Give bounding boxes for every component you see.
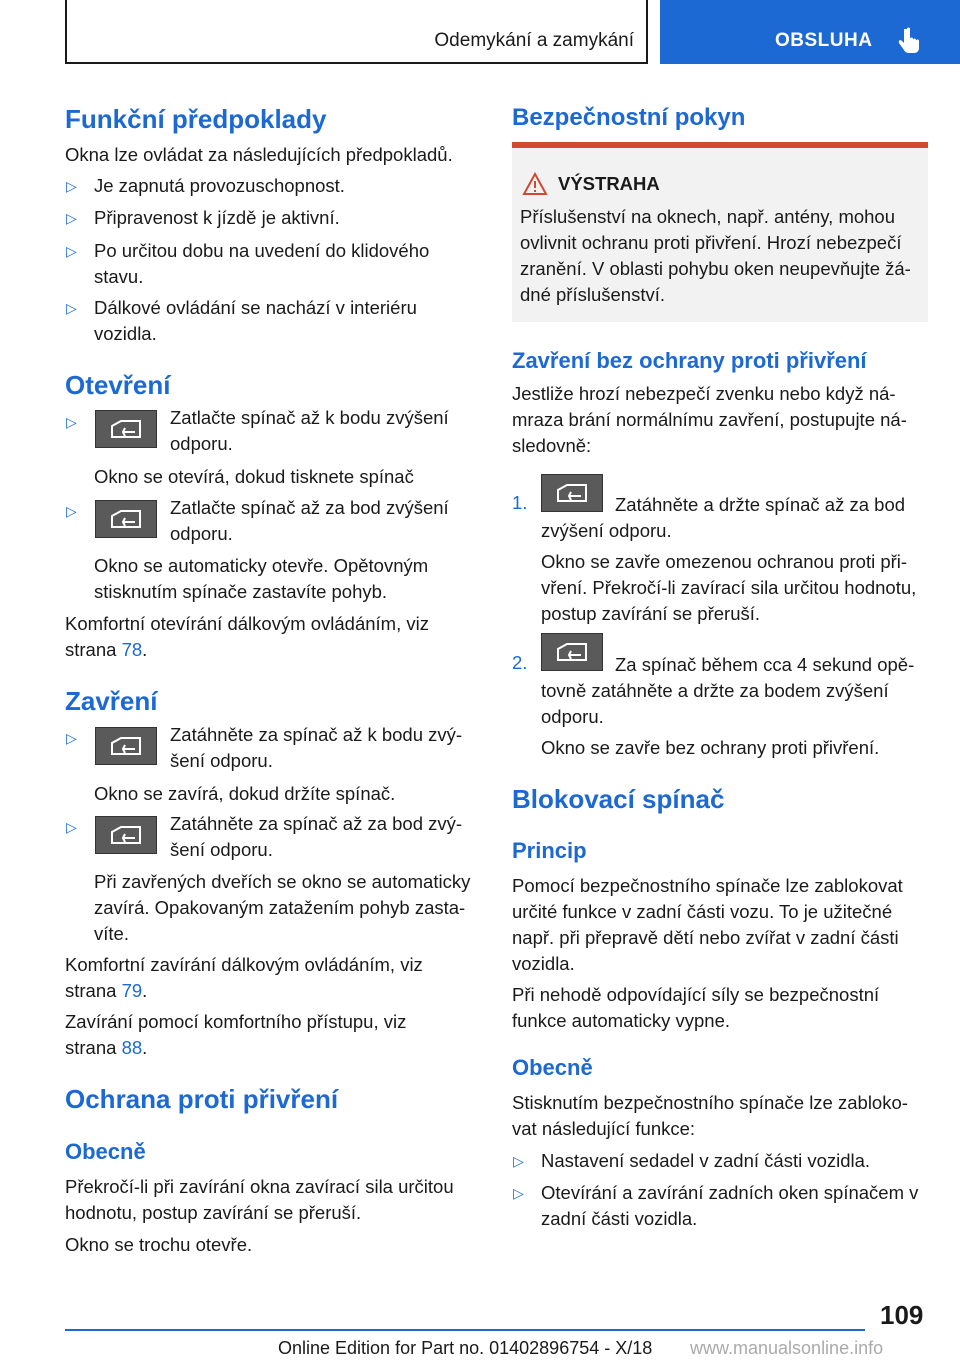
heading-otevreni: Otevření — [65, 370, 171, 400]
triangle-bullet-icon: ▷ — [66, 503, 77, 519]
heading-princip: Princip — [512, 838, 587, 863]
step-note: Okno se zavře bez ochrany proti přivření. — [541, 737, 880, 758]
footer-edition: Online Edition for Part no. 01402896754 - X/18 — [278, 1338, 653, 1358]
step-number: 2. — [512, 652, 528, 673]
heading-zavreni-bez-ochrany: Zavření bez ochrany proti přivření — [512, 348, 867, 373]
step-text: Zatlačte spínač až za bod zvýšení — [170, 497, 449, 518]
text-princip: Pomocí bezpečnostního spínače lze zablokovat — [512, 875, 903, 896]
page-ref-prefix: strana — [65, 980, 122, 1001]
list-item: Po určitou dobu na uvedení do klidového — [94, 240, 430, 261]
triangle-bullet-icon: ▷ — [66, 730, 77, 746]
warning-title: VÝSTRAHA — [558, 173, 660, 194]
list-item-cont: zadní části vozidla. — [541, 1208, 698, 1229]
text-obecne: Překročí-li při zavírání okna zavírací sila určitou — [65, 1176, 454, 1197]
text-bez-ochrany-cont: mraza brání normálnímu zavření, postupujte ná- — [512, 409, 907, 430]
step-number: 1. — [512, 492, 528, 513]
step-note-cont: zavírá. Opakovaným zatažením pohyb zasta- — [94, 897, 466, 918]
triangle-bullet-icon: ▷ — [66, 210, 77, 226]
text-comfort-access-cont: strana 88. — [65, 1037, 148, 1058]
window-switch-icon — [95, 816, 157, 854]
text-obecne-2-cont: vat následující funkce: — [512, 1118, 696, 1139]
step-note: Okno se zavírá, dokud držíte spínač. — [94, 783, 396, 804]
text-princip-cont: určité funkce v zadní části vozu. To je užitečné — [512, 901, 893, 922]
triangle-bullet-icon: ▷ — [66, 414, 77, 430]
warning-triangle-icon — [522, 172, 548, 196]
list-item: Dálkové ovládání se nachází v interiéru — [94, 297, 417, 318]
warning-text: Příslušenství na oknech, např. antény, mohou — [520, 206, 896, 227]
window-switch-icon — [95, 727, 157, 765]
step-note-cont: stisknutím spínače zastavíte pohyb. — [94, 581, 388, 602]
step-text-cont: odporu. — [541, 706, 604, 727]
page-link[interactable]: 78 — [121, 639, 143, 660]
text-obecne-2: Okno se trochu otevře. — [65, 1234, 253, 1255]
heading-blokovaci-spinac: Blokovací spínač — [512, 784, 725, 814]
list-item: Je zapnutá provozuschopnost. — [94, 175, 345, 196]
text-funkcni-intro: Okna lze ovládat za následujících předpokladů. — [65, 144, 453, 165]
step-text-cont: odporu. — [170, 433, 233, 454]
header-chapter-tab — [660, 0, 960, 64]
list-item: Otevírání a zavírání zadních oken spínačem v — [541, 1182, 919, 1203]
heading-zavreni: Zavření — [65, 686, 158, 716]
page-link[interactable]: 79 — [121, 980, 143, 1001]
header-section-box — [65, 0, 648, 64]
step-text-cont: šení odporu. — [170, 839, 273, 860]
step-note-cont: postup zavírání se přeruší. — [541, 603, 761, 624]
page-ref-prefix: strana — [65, 639, 122, 660]
text-obecne-2: Stisknutím bezpečnostního spínače lze zabloko- — [512, 1092, 908, 1113]
text-comfort-access: Zavírání pomocí komfortního přístupu, viz — [65, 1011, 407, 1032]
window-switch-icon — [541, 474, 603, 512]
step-text-cont: tovně zatáhněte a držte za bodem zvýšení — [541, 680, 889, 701]
heading-funkcni-predpoklady: Funkční předpoklady — [65, 104, 327, 134]
step-text-cont: zvýšení odporu. — [541, 520, 672, 541]
warning-text: zranění. V oblasti pohybu oken neupevňujte žá- — [520, 258, 911, 279]
list-item-cont: stavu. — [94, 266, 144, 287]
step-note: Okno se otevírá, dokud tisknete spínač — [94, 466, 414, 487]
triangle-bullet-icon: ▷ — [66, 819, 77, 835]
hand-pointer-icon — [898, 27, 920, 55]
footer-divider — [65, 1329, 865, 1331]
text-princip-2: Při nehodě odpovídající síly se bezpečnostní — [512, 984, 880, 1005]
heading-obecne-2: Obecně — [512, 1055, 593, 1080]
triangle-bullet-icon: ▷ — [513, 1153, 524, 1169]
text-comfort-close: Komfortní zavírání dálkovým ovládáním, viz — [65, 954, 423, 975]
step-text-cont: odporu. — [170, 523, 233, 544]
footer-watermark: www.manualsonline.info — [690, 1338, 884, 1358]
text-bez-ochrany: Jestliže hrozí nebezpečí zvenku nebo když ná- — [512, 383, 896, 404]
heading-obecne: Obecně — [65, 1139, 146, 1164]
step-note-cont: víte. — [94, 923, 129, 944]
page-link[interactable]: 88 — [121, 1037, 143, 1058]
text-princip-cont: vozidla. — [512, 953, 575, 974]
header-chapter-label: OBSLUHA — [775, 30, 873, 51]
page-number: 109 — [880, 1300, 924, 1330]
list-item: Připravenost k jízdě je aktivní. — [94, 207, 340, 228]
list-item: Nastavení sedadel v zadní části vozidla. — [541, 1150, 871, 1171]
step-text: Zatáhněte a držte spínač až za bod — [615, 494, 906, 515]
window-switch-icon — [541, 633, 603, 671]
text-comfort-open-cont: strana 78. — [65, 639, 148, 660]
triangle-bullet-icon: ▷ — [513, 1185, 524, 1201]
heading-ochrana: Ochrana proti přivření — [65, 1084, 339, 1114]
step-note-cont: vření. Překročí-li zavírací sila určitou hodnotu, — [541, 577, 917, 598]
window-switch-icon — [95, 500, 157, 538]
header-section-title: Odemykání a zamykání — [434, 30, 634, 51]
text-bez-ochrany-cont: sledovně: — [512, 435, 592, 456]
triangle-bullet-icon: ▷ — [66, 300, 77, 316]
step-note: Při zavřených dveřích se okno se automaticky — [94, 871, 471, 892]
step-text: Zatáhněte za spínač až k bodu zvý- — [170, 724, 463, 745]
text-princip-cont: např. při přepravě dětí nebo zvířat v zadní části — [512, 927, 899, 948]
step-text: Zatáhněte za spínač až za bod zvý- — [170, 813, 463, 834]
step-note: Okno se zavře omezenou ochranou proti při- — [541, 551, 908, 572]
warning-text: ovlivnit ochranu proti přivření. Hrozí nebezpečí — [520, 232, 902, 253]
text-comfort-open: Komfortní otevírání dálkovým ovládáním, viz — [65, 613, 429, 634]
window-switch-icon — [95, 410, 157, 448]
heading-bezpecnostni-pokyn: Bezpečnostní pokyn — [512, 104, 746, 131]
warning-text: dné příslušenství. — [520, 284, 665, 305]
step-note: Okno se automaticky otevře. Opětovným — [94, 555, 429, 576]
step-text: Zatlačte spínač až k bodu zvýšení — [170, 407, 449, 428]
page-ref-prefix: strana — [65, 1037, 122, 1058]
warning-box — [512, 142, 928, 322]
text-obecne-cont: hodnotu, postup zavírání se přeruší. — [65, 1202, 362, 1223]
text-comfort-close-cont: strana 79. — [65, 980, 148, 1001]
triangle-bullet-icon: ▷ — [66, 243, 77, 259]
list-item-cont: vozidla. — [94, 323, 157, 344]
step-text: Za spínač během cca 4 sekund opě- — [615, 654, 915, 675]
triangle-bullet-icon: ▷ — [66, 178, 77, 194]
step-text-cont: šení odporu. — [170, 750, 273, 771]
text-princip-2-cont: funkce automaticky vypne. — [512, 1010, 730, 1031]
